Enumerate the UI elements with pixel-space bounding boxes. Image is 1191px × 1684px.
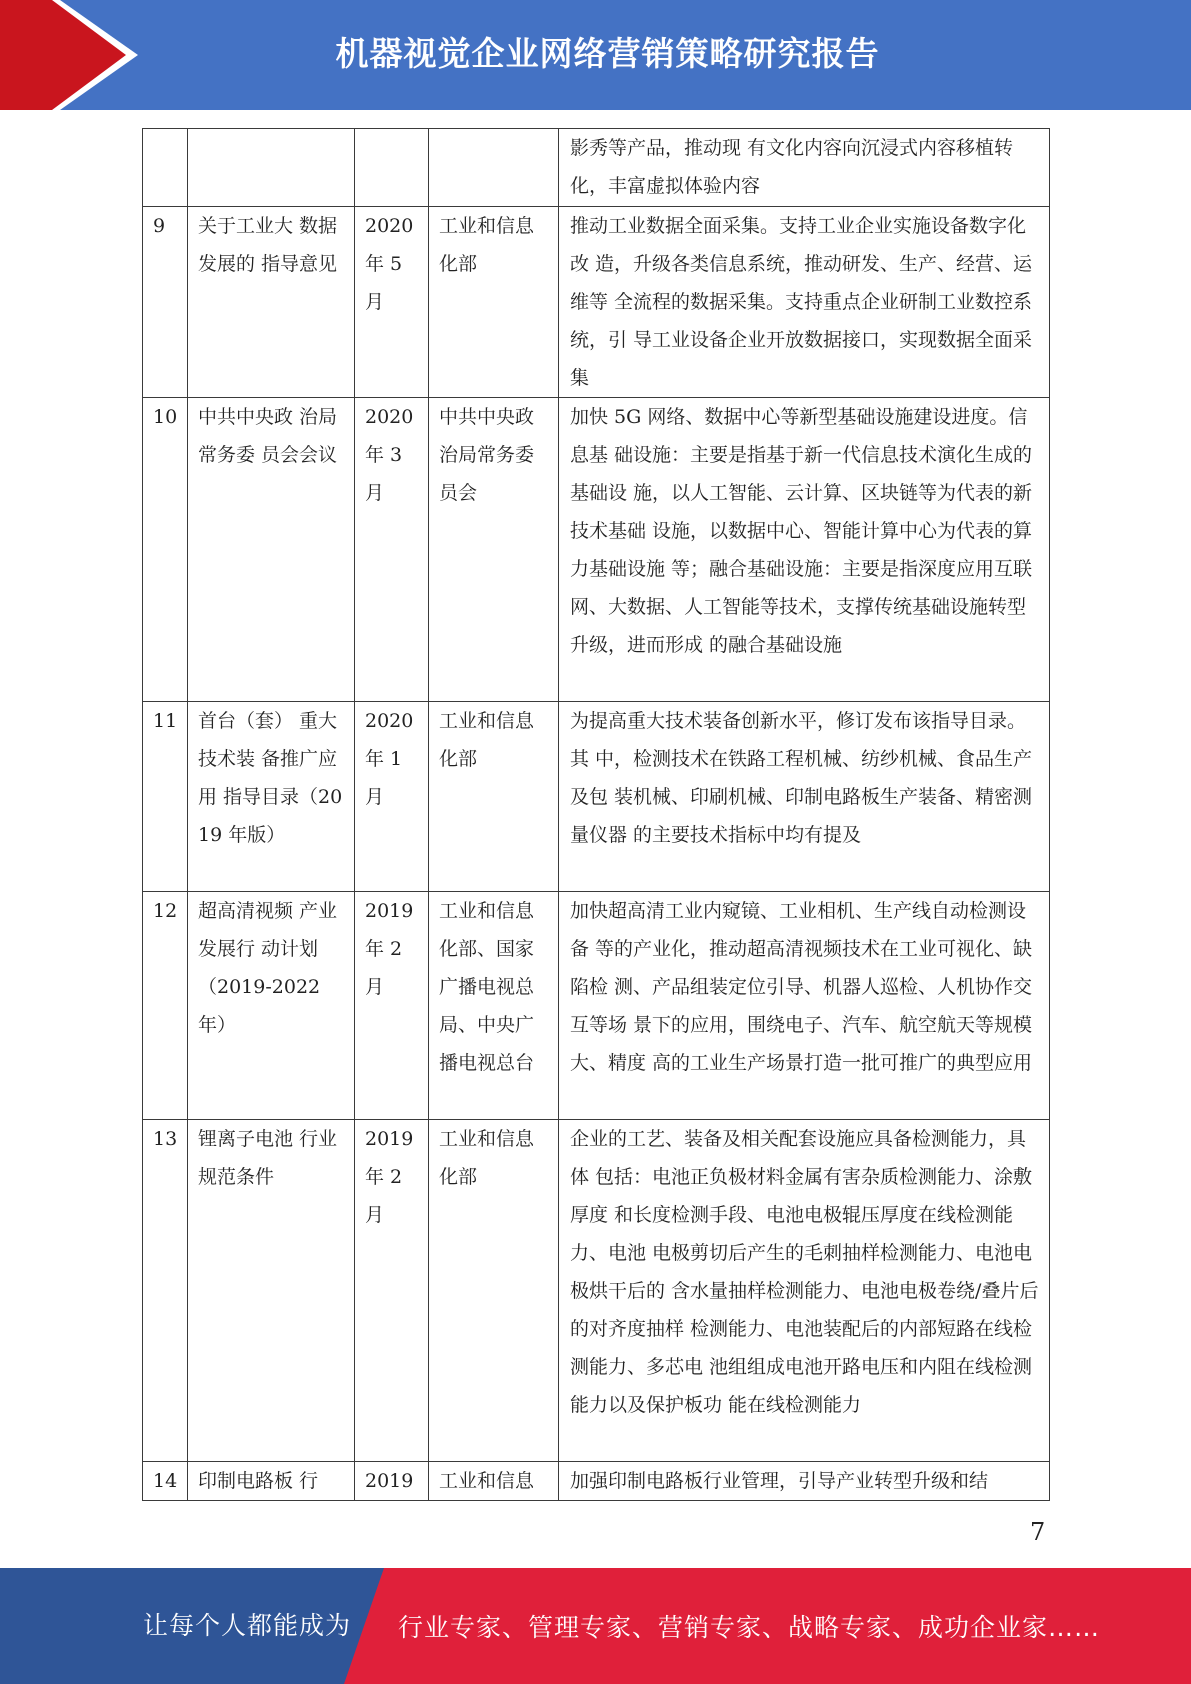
footer-slogan-left: 让每个人都能成为 [143,1611,352,1640]
table-row [143,892,1050,1120]
policy-department: 工业和信息化部、国家广播电视总局、中央广播电视总台 [429,892,559,1120]
table-row [143,398,1050,702]
policy-department: 中共中央政治局常务委员会 [429,398,559,702]
policy-content: 推动工业数据全面采集。支持工业企业实施设备数字化改 造，升级各类信息系统，推动研发、生产、经营、运维等 全流程的数据采集。支持重点企业研制工业数控系统，引 导工业设备企业开放数据接口，实现数据全面采集 [559,207,1050,398]
policy-date: 2019 年 2 月 [355,1120,429,1462]
policy-title: 印制电路板 行 [188,1462,355,1501]
row-number: 13 [143,1120,188,1462]
row-number: 14 [143,1462,188,1501]
report-title: 机器视觉企业网络营销策略研究报告 [335,34,880,73]
policy-department [429,129,559,207]
row-number: 12 [143,892,188,1120]
policy-department: 工业和信息化部 [429,1120,559,1462]
policy-content: 为提高重大技术装备创新水平，修订发布该指导目录。其 中，检测技术在铁路工程机械、纺纱机械、食品生产及包 装机械、印刷机械、印制电路板生产装备、精密测量仪器 的主要技术指标中均有提及 [559,702,1050,892]
policy-content: 影秀等产品，推动现 有文化内容向沉浸式内容移植转化，丰富虚拟体验内容 [559,129,1050,207]
page-footer [0,1568,1191,1684]
policy-content: 加强印制电路板行业管理，引导产业转型升级和结 [559,1462,1050,1501]
footer-slogan-right: 行业专家、管理专家、营销专家、战略专家、成功企业家…… [398,1613,1101,1642]
policy-content: 加快超高清工业内窥镜、工业相机、生产线自动检测设备 等的产业化，推动超高清视频技术在工业可视化、缺陷检 测、产品组装定位引导、机器人巡检、人机协作交互等场 景下的应用，围绕电子、汽车、航空航天等规模大、精度 高的工业生产场景打造一批可推广的典型应用 [559,892,1050,1120]
table-row [143,1120,1050,1462]
policy-department: 工业和信息 [429,1462,559,1501]
row-number [143,129,188,207]
policy-department: 工业和信息化部 [429,207,559,398]
policy-content: 企业的工艺、装备及相关配套设施应具备检测能力，具体 包括：电池正负极材料金属有害杂质检测能力、涂敷厚度 和长度检测手段、电池电极辊压厚度在线检测能力、电池 电极剪切后产生的毛刺抽样检测能力、电池电极烘干后的 含水量抽样检测能力、电池电极卷绕/叠片后的对齐度抽样 检测能力、电池装配后的内部短路在线检测能力、多芯电 池组组成电池开路电压和内阻在线检测能力以及保护板功 能在线检测能力 [559,1120,1050,1462]
policy-date: 2020 年 5 月 [355,207,429,398]
row-number: 11 [143,702,188,892]
policy-department: 工业和信息化部 [429,702,559,892]
policy-table [142,128,1050,1501]
policy-date: 2020 年 3 月 [355,398,429,702]
policy-title: 关于工业大 数据发展的 指导意见 [188,207,355,398]
policy-title [188,129,355,207]
page-header [0,0,1191,110]
page-number: 7 [1030,1518,1046,1546]
row-number: 10 [143,398,188,702]
policy-title: 超高清视频 产业发展行 动计划 （2019-2022 年） [188,892,355,1120]
table-row [143,702,1050,892]
policy-title: 中共中央政 治局常务委 员会会议 [188,398,355,702]
table-row [143,207,1050,398]
table-row [143,1462,1050,1501]
row-number: 9 [143,207,188,398]
policy-date: 2019 [355,1462,429,1501]
policy-date: 2020 年 1 月 [355,702,429,892]
table-row [143,129,1050,207]
policy-title: 首台（套） 重大技术装 备推广应用 指导目录（2019 年版） [188,702,355,892]
policy-title: 锂离子电池 行业规范条件 [188,1120,355,1462]
policy-content: 加快 5G 网络、数据中心等新型基础设施建设进度。信息基 础设施：主要是指基于新一代信息技术演化生成的基础设 施，以人工智能、云计算、区块链等为代表的新技术基础 设施，以数据中心、智能计算中心为代表的算力基础设施 等；融合基础设施：主要是指深度应用互联网、大数据、人工智能等技术，支撑传统基础设施转型升级，进而形成 的融合基础设施 [559,398,1050,702]
policy-date: 2019 年 2 月 [355,892,429,1120]
policy-date [355,129,429,207]
